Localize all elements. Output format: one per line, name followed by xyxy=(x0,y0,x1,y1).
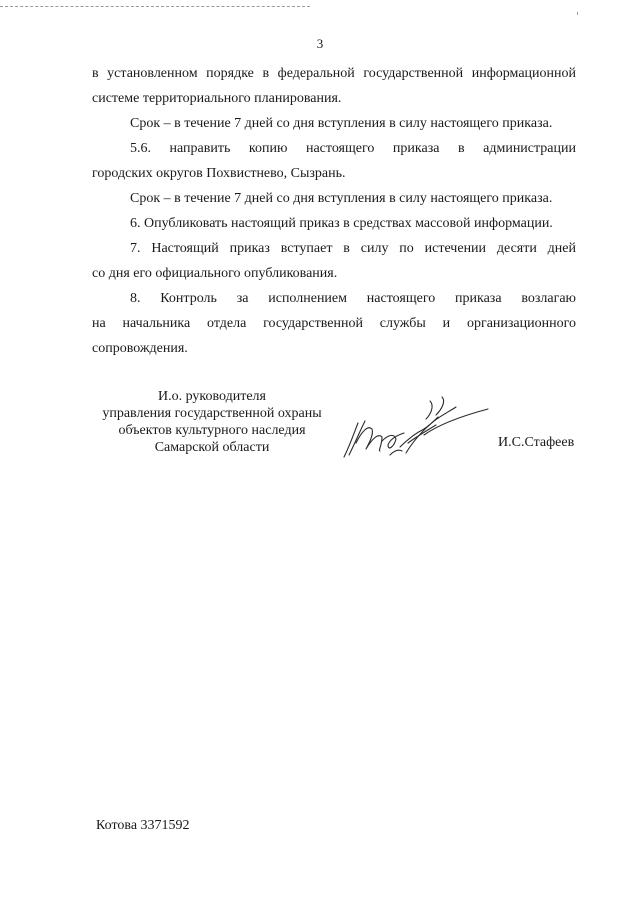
paragraph-deadline-1: Срок – в течение 7 дней со дня вступления в силу настоящего приказа. xyxy=(130,116,553,131)
paragraph-6: 6. Опубликовать настоящий приказ в средствах массовой информации. xyxy=(130,216,553,231)
paragraph-5-6-line-2: городских округов Похвистнево, Сызрань. xyxy=(92,166,346,181)
page-number: 3 xyxy=(316,36,324,51)
handwritten-signature xyxy=(338,395,498,465)
signatory-title-line-4: Самарской области xyxy=(154,440,270,455)
signatory-title-line-3: объектов культурного наследия xyxy=(118,423,306,438)
signatory-title xyxy=(92,388,332,456)
paragraph-7-line-1: 7. Настоящий приказ вступает в силу по истечении десяти дней xyxy=(130,241,576,256)
paragraph-deadline-2: Срок – в течение 7 дней со дня вступления в силу настоящего приказа. xyxy=(130,191,553,206)
paragraph-5-6-line-1: 5.6. направить копию настоящего приказа в администрации xyxy=(130,141,576,156)
signatory-title-line-1: И.о. руководителя xyxy=(157,389,266,404)
paragraph-7-line-2: со дня его официального опубликования. xyxy=(92,266,338,281)
paragraph-1-line-2: системе территориального планирования. xyxy=(92,91,342,106)
paragraph-1-line-1: в установленном порядке в федеральной государственной информационной xyxy=(92,66,576,81)
signatory-title-line-2: управления государственной охраны xyxy=(102,406,322,421)
paragraph-8-line-2: на начальника отдела государственной службы и организационного xyxy=(92,316,576,331)
executor-note: Котова 3371592 xyxy=(96,818,190,833)
scan-top-edge xyxy=(0,6,310,7)
paragraph-8-line-3: сопровождения. xyxy=(92,341,188,356)
paragraph-8-line-1: 8. Контроль за исполнением настоящего приказа возлагаю xyxy=(130,291,576,306)
signer-name: И.С.Стафеев xyxy=(498,435,575,450)
scan-mark xyxy=(577,12,578,15)
